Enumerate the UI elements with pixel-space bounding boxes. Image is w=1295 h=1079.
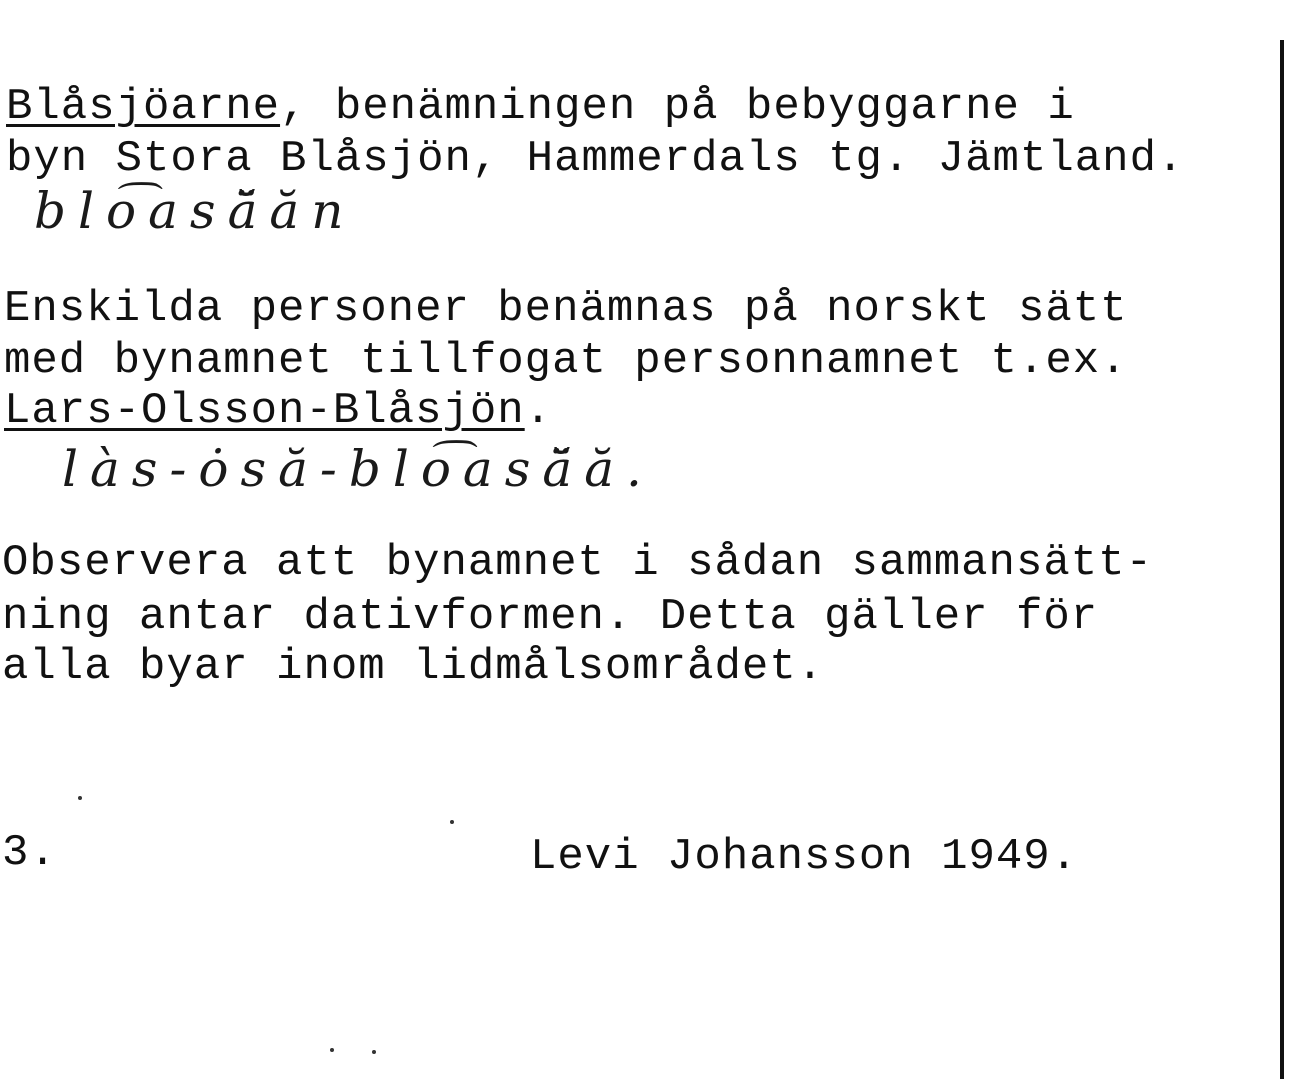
paragraph-2-line-2: med bynamnet tillfogat personnamnet t.ex. bbox=[4, 336, 1128, 386]
paragraph-2-line-1: Enskilda personer benämnas på norskt sätt bbox=[4, 284, 1128, 334]
headword: Blåsjöarne bbox=[6, 82, 281, 132]
example-tail: . bbox=[524, 386, 553, 436]
entry-line-1 bbox=[6, 80, 1075, 134]
entry-definition: , benämningen på bebyggarne i bbox=[280, 82, 1075, 132]
speck bbox=[78, 796, 82, 800]
card-edge-line bbox=[1280, 40, 1284, 1079]
entry-line-2: byn Stora Blåsjön, Hammerdals tg. Jämtland. bbox=[6, 134, 1185, 184]
speck bbox=[450, 820, 454, 824]
paragraph-3-line-2: ning antar dativformen. Detta gäller för bbox=[2, 592, 1099, 642]
phonetic-transcription-1: blo͡asä̆ăn bbox=[34, 182, 356, 240]
paragraph-3-line-1: Observera att bynamnet i sådan sammansätt- bbox=[2, 538, 1153, 588]
phonetic-transcription-2: làs-ȯsă-blo͡asä̆ă. bbox=[62, 440, 654, 498]
paragraph-2-line-3 bbox=[4, 384, 552, 438]
example-name: Lars-Olsson-Blåsjön bbox=[4, 386, 525, 436]
signature: Levi Johansson 1949. bbox=[530, 832, 1079, 882]
speck bbox=[372, 1050, 376, 1054]
speck bbox=[330, 1048, 334, 1052]
paragraph-3-line-3: alla byar inom lidmålsområdet. bbox=[2, 642, 825, 692]
card-number: 3. bbox=[2, 828, 57, 878]
